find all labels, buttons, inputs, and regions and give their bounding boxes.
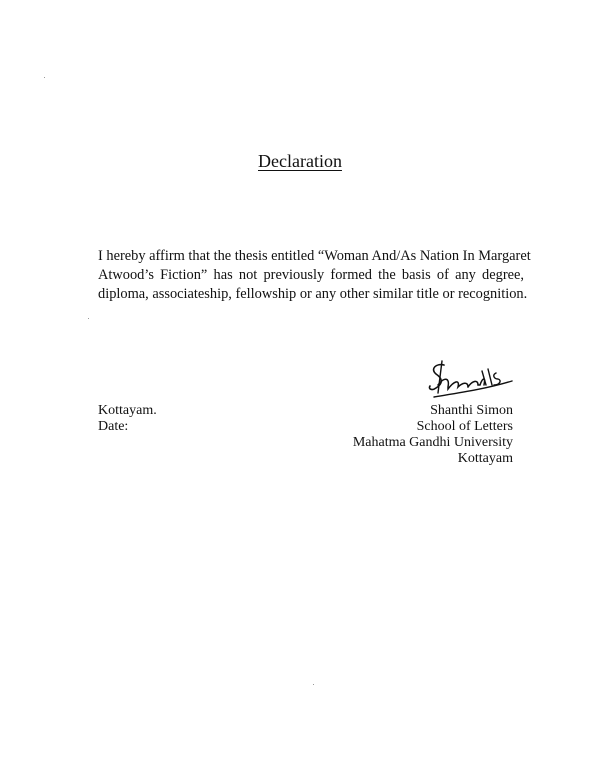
signatory-city: Kottayam xyxy=(457,451,513,466)
signatory-block xyxy=(353,403,513,467)
place-label: Kottayam. xyxy=(98,403,157,418)
date-label: Date: xyxy=(98,419,129,434)
place-date-block xyxy=(98,403,157,435)
page-title: Declaration xyxy=(258,151,342,171)
scan-speck xyxy=(313,684,314,685)
body-line-3: diploma, associateship, fellowship or any other similar title or recognition. xyxy=(98,286,528,302)
signatory-name: Shanthi Simon xyxy=(430,403,513,418)
signatory-department: School of Letters xyxy=(416,419,513,434)
body-line-2: Atwood’s Fiction” has not previously formed the basis of any degree, xyxy=(98,267,524,283)
scan-speck xyxy=(88,318,89,319)
signatory-university: Mahatma Gandhi University xyxy=(352,435,513,450)
body-line-1: I hereby affirm that the thesis entitled “Woman And/As Nation In Margaret xyxy=(98,248,531,264)
declaration-body xyxy=(98,247,531,304)
scan-speck xyxy=(44,77,45,78)
handwritten-signature xyxy=(422,355,518,403)
